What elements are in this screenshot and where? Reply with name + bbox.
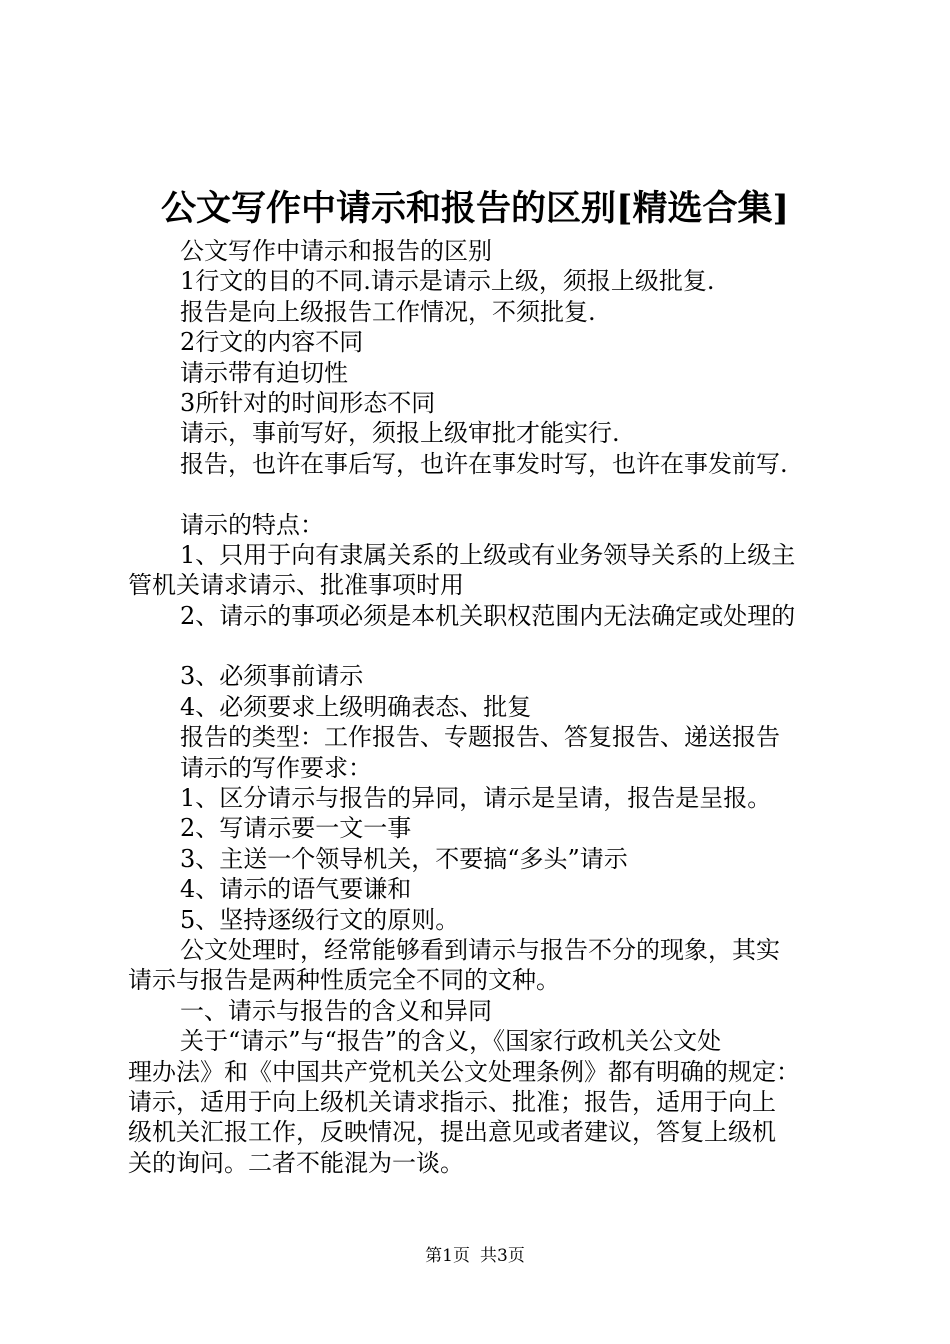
paragraph-line: 2、请示的事项必须是本机关职权范围内无法确定或处理的 bbox=[180, 601, 796, 630]
paragraph-line: 3所针对的时间形态不同 bbox=[180, 388, 436, 417]
paragraph-line: 报告是向上级报告工作情况，不须批复. bbox=[180, 297, 596, 326]
paragraph-line: 公文写作中请示和报告的区别 bbox=[180, 237, 492, 265]
section-heading: 一、请示与报告的含义和异同 bbox=[180, 996, 492, 1025]
paragraph-line: 管机关请求请示、批准事项时用 bbox=[128, 571, 464, 600]
paragraph-line: 3、主送一个领导机关，不要搞“多头”请示 bbox=[180, 844, 628, 873]
paragraph-line: 请示，事前写好，须报上级审批才能实行. bbox=[180, 419, 620, 448]
paragraph-line: 1、区分请示与报告的异同，请示是呈请，报告是呈报。 bbox=[180, 784, 772, 813]
paragraph-line: 请示的特点： bbox=[180, 510, 324, 539]
blank-line bbox=[128, 631, 836, 661]
paragraph-line: 请示，适用于向上级机关请求指示、批准；报告，适用于向上 bbox=[128, 1087, 776, 1116]
paragraph-line: 2、写请示要一文一事 bbox=[180, 814, 412, 843]
paragraph-line: 请示与报告是两种性质完全不同的文种。 bbox=[128, 966, 560, 995]
paragraph-line: 1、只用于向有隶属关系的上级或有业务领导关系的上级主 bbox=[180, 540, 796, 569]
paragraph-line: 关于“请示”与“报告”的含义，《国家行政机关公文处 bbox=[180, 1027, 722, 1056]
paragraph-line: 报告的类型：工作报告、专题报告、答复报告、递送报告 bbox=[180, 723, 780, 752]
paragraph-line: 请示带有迫切性 bbox=[180, 358, 348, 387]
document-title: 公文写作中请示和报告的区别[精选合集] bbox=[160, 188, 790, 229]
paragraph-line: 4、请示的语气要谦和 bbox=[180, 875, 412, 904]
document-body bbox=[128, 236, 836, 1178]
page-total: 共3页 bbox=[480, 1246, 525, 1266]
paragraph-line: 级机关汇报工作，反映情况，提出意见或者建议，答复上级机 bbox=[128, 1118, 776, 1147]
paragraph-line: 请示的写作要求： bbox=[180, 753, 372, 782]
page-number: 第1页 bbox=[425, 1246, 470, 1266]
paragraph-line: 4、必须要求上级明确表态、批复 bbox=[180, 692, 532, 721]
paragraph-line: 关的询问。二者不能混为一谈。 bbox=[128, 1148, 464, 1177]
blank-line bbox=[128, 479, 836, 509]
paragraph-line: 2行文的内容不同 bbox=[180, 328, 364, 357]
paragraph-line: 3、必须事前请示 bbox=[180, 662, 364, 691]
paragraph-line: 公文处理时，经常能够看到请示与报告不分的现象，其实 bbox=[180, 935, 780, 964]
paragraph-line: 理办法》和《中国共产党机关公文处理条例》都有明确的规定： bbox=[128, 1057, 800, 1086]
paragraph-line: 5、坚持逐级行文的原则。 bbox=[180, 905, 460, 934]
page-footer bbox=[0, 1245, 950, 1267]
paragraph-line: 报告，也许在事后写，也许在事发时写，也许在事发前写. bbox=[180, 449, 788, 478]
paragraph-line: 1行文的目的不同.请示是请示上级，须报上级批复. bbox=[180, 267, 715, 296]
